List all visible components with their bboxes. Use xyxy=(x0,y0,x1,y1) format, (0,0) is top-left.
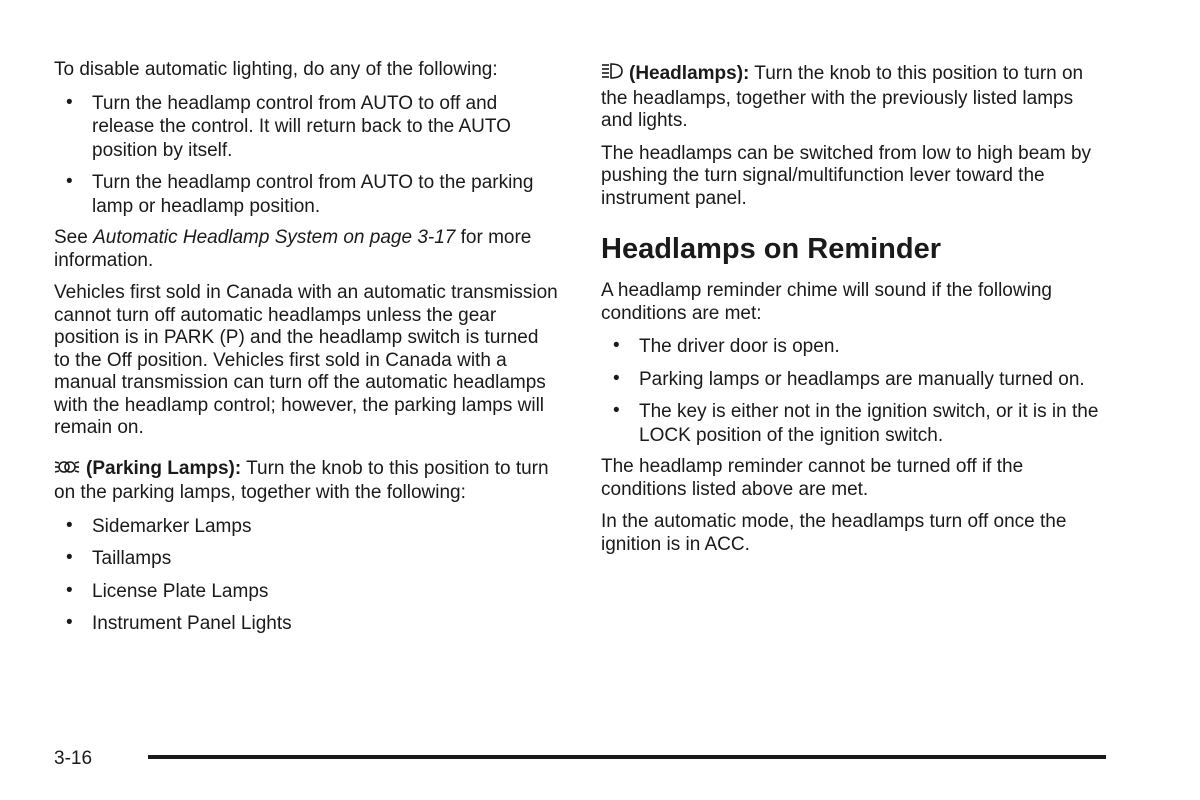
automatic-mode-paragraph: In the automatic mode, the headlamps turn off once the ignition is in ACC. xyxy=(601,511,1067,555)
cross-reference: Automatic Headlamp System on page 3-17 xyxy=(93,227,456,248)
parking-lamps-label: (Parking Lamps): xyxy=(86,457,242,479)
bullet-icon: • xyxy=(66,91,73,113)
parking-lamps-icon xyxy=(54,459,80,483)
disable-options-list xyxy=(54,92,559,219)
headlamps-paragraph: (Headlamps): Turn the knob to this position to turn on the headlamps, together with the previously listed lamps and lights. xyxy=(601,63,1084,131)
intro-paragraph: To disable automatic lighting, do any of the following: xyxy=(54,59,498,80)
list-item: • The key is either not in the ignition switch, or it is in the LOCK position of the ignition switch. xyxy=(613,400,1099,446)
cannot-turn-off-paragraph: The headlamp reminder cannot be turned off if the conditions listed above are met. xyxy=(601,456,1024,500)
list-item: • Turn the headlamp control from AUTO to the parking lamp or headlamp position. xyxy=(66,171,534,217)
bullet-icon: • xyxy=(66,171,73,192)
see-reference-paragraph: See Automatic Headlamp System on page 3-17 for more information. xyxy=(54,227,532,271)
page-number: 3-16 xyxy=(54,748,93,769)
list-item: • Turn the headlamp control from AUTO to off and release the control. It will return back to the AUTO position by itself. xyxy=(66,91,511,161)
parking-lamps-list xyxy=(54,515,559,636)
list-item: • Taillamps xyxy=(66,547,172,569)
parking-lamps-paragraph: (Parking Lamps): Turn the knob to this position to turn on the parking lamps, together with the following: xyxy=(54,457,549,503)
headlamps-label: (Headlamps): xyxy=(629,63,750,84)
list-item: • Sidemarker Lamps xyxy=(66,514,252,537)
bullet-icon: • xyxy=(66,579,73,601)
headlamps-icon xyxy=(601,62,623,88)
list-item: • The driver door is open. xyxy=(613,335,840,357)
list-item: • Parking lamps or headlamps are manually turned on. xyxy=(613,367,1085,390)
reminder-conditions-list xyxy=(601,335,1106,447)
bullet-icon: • xyxy=(66,514,73,536)
bullet-icon: • xyxy=(613,400,620,421)
left-column xyxy=(54,59,559,645)
section-heading: Headlamps on Reminder xyxy=(601,233,942,265)
canada-paragraph: Vehicles first sold in Canada with an automatic transmission cannot turn off automatic headlamps unless the gear position is in PARK (P) and the headlamp switch is turned to the Off position. Vehicles first sold in Canada with a manual transmission can turn off the automatic headlamps with the headlamp control; however, the parking lamps will remain on. xyxy=(54,282,558,438)
beam-paragraph: The headlamps can be switched from low to high beam by pushing the turn signal/multifunction lever toward the instrument panel. xyxy=(601,142,1092,209)
bullet-icon: • xyxy=(613,335,620,356)
list-item: • Instrument Panel Lights xyxy=(66,612,292,634)
bullet-icon: • xyxy=(66,612,73,633)
right-column xyxy=(601,59,1106,566)
reminder-intro-paragraph: A headlamp reminder chime will sound if the following conditions are met: xyxy=(601,280,1052,324)
bullet-icon: • xyxy=(613,367,620,389)
bullet-icon: • xyxy=(66,547,73,568)
footer-divider xyxy=(148,755,1106,759)
list-item: • License Plate Lamps xyxy=(66,579,269,602)
